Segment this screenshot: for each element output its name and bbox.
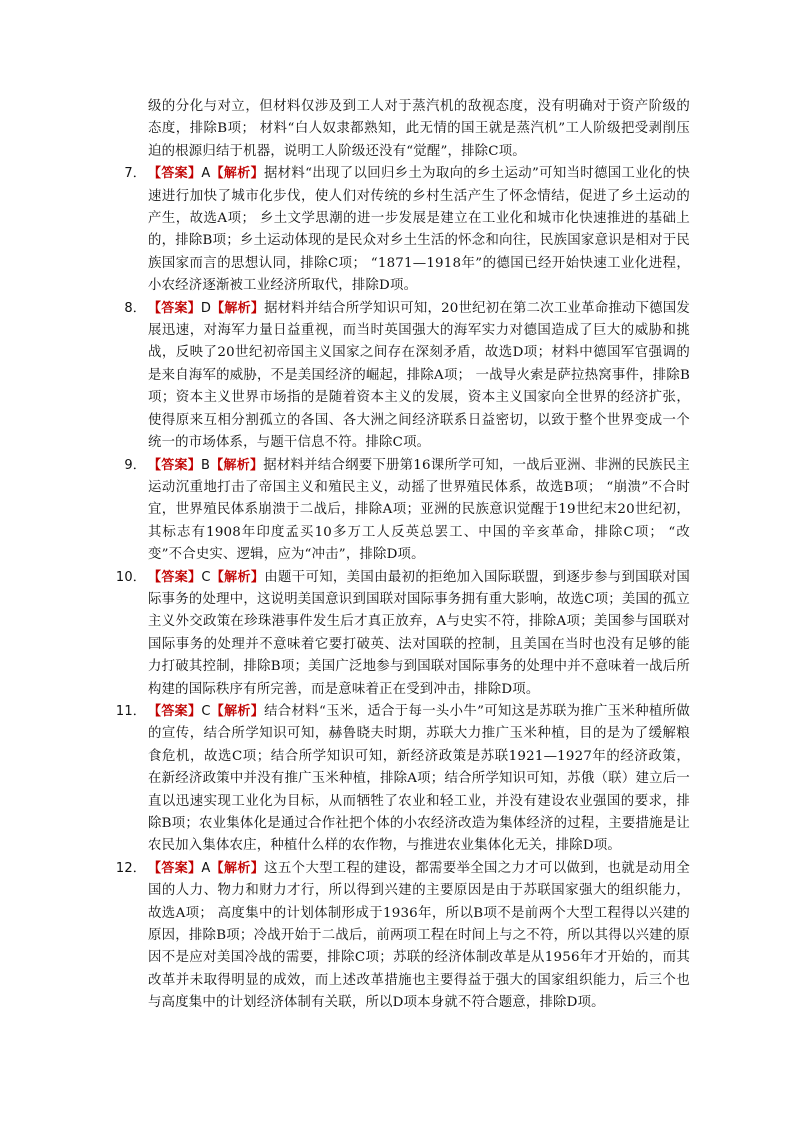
answer-label: 【答案】 bbox=[148, 569, 202, 585]
analysis-text: 这五个大型工程的建设，都需要举全国之力才可以做到，也就是动用全国的人力、物力和财力才行，所以得到兴建的主要原因是由于苏联国家强大的组织能力，故选A项； 高度集中的计划体制形成于1936年，所以B项不是前两个大型工程得以兴建的原因，排除B项；冷战开始于二战后，前两项工程在时间上与之不符，所以其得以兴建的原因不是应对美国冷战的需要，排除C项；苏联的经济体制改革是从1956年才开始的，而其改革并未取得明显的成效，而上述改革措施也主要得益于强大的国家组织能力，后三个也与高度集中的计划经济体制有关联，所以D项本身就不符合题意，排除D项。 bbox=[148, 860, 690, 1011]
answer-letter: A bbox=[201, 860, 211, 876]
answer-label: 【答案】 bbox=[148, 300, 201, 316]
question-number: 12． bbox=[115, 860, 146, 876]
question-7-explanation bbox=[112, 163, 690, 297]
analysis-text: 据材料并结合纲要下册第16课所学可知，一战后亚洲、非洲的民族民主运动沉重地打击了帝国主义和殖民主义，动摇了世界殖民体系，故选B项； “崩溃”不合时宜，世界殖民体系崩溃于二战后，排除A项；亚洲的民族意识觉醒于19世纪末20世纪初，其标志有1908年印度孟买10多万工人反英总罢工、中国的辛亥革命，排除C项； “改变”不合史实、逻辑，应为“冲击”，排除D项。 bbox=[148, 457, 690, 563]
question-10-explanation bbox=[112, 567, 690, 701]
question-number: 11． bbox=[115, 703, 146, 719]
previous-analysis-continuation: 级的分化与对立，但材料仅涉及到工人对于蒸汽机的敌视态度，没有明确对于资产阶级的态度，排除B项； 材料“白人奴隶都熟知，此无情的国王就是蒸汽机”工人阶级把受剥削压迫的根源归结于机器，说明工人阶级还没有“觉醒”，排除C项。 bbox=[148, 99, 690, 159]
answer-label: 【答案】 bbox=[148, 166, 202, 182]
answer-letter: D bbox=[200, 300, 212, 316]
answer-letter: A bbox=[201, 166, 211, 182]
analysis-text: 据材料并结合所学知识可知，20世纪初在第二次工业革命推动下德国发展迅速，对海军力量日益重视，而当时英国强大的海军实力对德国造成了巨大的威胁和挑战，反映了20世纪初帝国主义国家之间存在深刻矛盾，故选D项；材料中德国军官强调的是来自海军的威胁，不是美国经济的崛起，排除A项； 一战导火索是萨拉热窝事件，排除B项；资本主义世界市场指的是随着资本主义的发展，资本主义国家向全世界的经济扩张，使得原来互相分割孤立的各国、各大洲之间经济联系日益密切，以致于整个世界变成一个统一的市场体系，与题干信息不符。排除C项。 bbox=[148, 300, 690, 451]
answer-label: 【答案】 bbox=[148, 457, 202, 473]
question-number: 10． bbox=[115, 569, 146, 585]
analysis-label: 【解析】 bbox=[210, 703, 265, 719]
analysis-label: 【解析】 bbox=[210, 166, 264, 182]
analysis-text: 据材料“出现了以回归乡土为取向的乡土运动”可知当时德国工业化的快速进行加快了城市化步伐，使人们对传统的乡村生活产生了怀念情结，促进了乡土运动的产生，故选A项； 乡土文学思潮的进一步发展是建立在工业化和城市化快速推进的基础上的，排除B项；乡土运动体现的是民众对乡土生活的怀念和向往，民族国家意识是相对于民族国家而言的思想认同，排除C项； “1871—1918年”的德国已经开始快速工业化进程，小农经济逐渐被工业经济所取代，排除D项。 bbox=[148, 166, 690, 294]
question-8-explanation bbox=[112, 298, 690, 455]
question-12-explanation bbox=[112, 858, 690, 1015]
analysis-text: 结合材料“玉米，适合于每一头小牛”可知这是苏联为推广玉米种植所做的宣传，结合所学知识可知，赫鲁晓夫时期，苏联大力推广玉米种植，目的是为了缓解粮食危机，故选C项；结合所学知识可知，新经济政策是苏联1921—1927年的经济政策，在新经济政策中并没有推广玉米种植，排除A项；结合所学知识可知，苏俄（联）建立后一直以迅速实现工业化为目标，从而牺牲了农业和轻工业，并没有建设农业强国的要求，排除B项；农业集体化是通过合作社把个体的小农经济改造为集体经济的过程，主要措施是让农民加入集体农庄，种植什么样的农作物，与推进农业集体化无关，排除D项。 bbox=[148, 703, 690, 854]
question-number: 8． bbox=[124, 300, 146, 316]
analysis-label: 【解析】 bbox=[211, 300, 265, 316]
answer-letter: B bbox=[201, 457, 211, 473]
analysis-text: 由题干可知，美国由最初的拒绝加入国际联盟，到逐步参与到国联对国际事务的处理中，这说明美国意识到国联对国际事务拥有重大影响，故选C项；美国的孤立主义外交政策在珍珠港事件发生后才真正放弃，A与史实不符，排除A项；美国参与国联对国际事务的处理并不意味着它要打破英、法对国联的控制，且美国在当时也没有足够的能力打破其控制，排除B项；美国广泛地参与到国联对国际事务的处理中并不意味着一战后所构建的国际秩序有所完善，而是意味着正在受到冲击，排除D项。 bbox=[148, 569, 690, 697]
answer-letter: C bbox=[201, 569, 211, 585]
question-9-explanation bbox=[112, 455, 690, 567]
answer-analysis-section bbox=[112, 96, 690, 1015]
question-11-explanation bbox=[112, 701, 690, 858]
question-number: 7． bbox=[124, 166, 146, 182]
question-number: 9． bbox=[124, 457, 146, 473]
analysis-label: 【解析】 bbox=[210, 457, 264, 473]
answer-label: 【答案】 bbox=[148, 703, 202, 719]
answer-letter: C bbox=[201, 703, 211, 719]
answer-label: 【答案】 bbox=[148, 860, 202, 876]
analysis-label: 【解析】 bbox=[210, 569, 265, 585]
analysis-label: 【解析】 bbox=[210, 860, 265, 876]
